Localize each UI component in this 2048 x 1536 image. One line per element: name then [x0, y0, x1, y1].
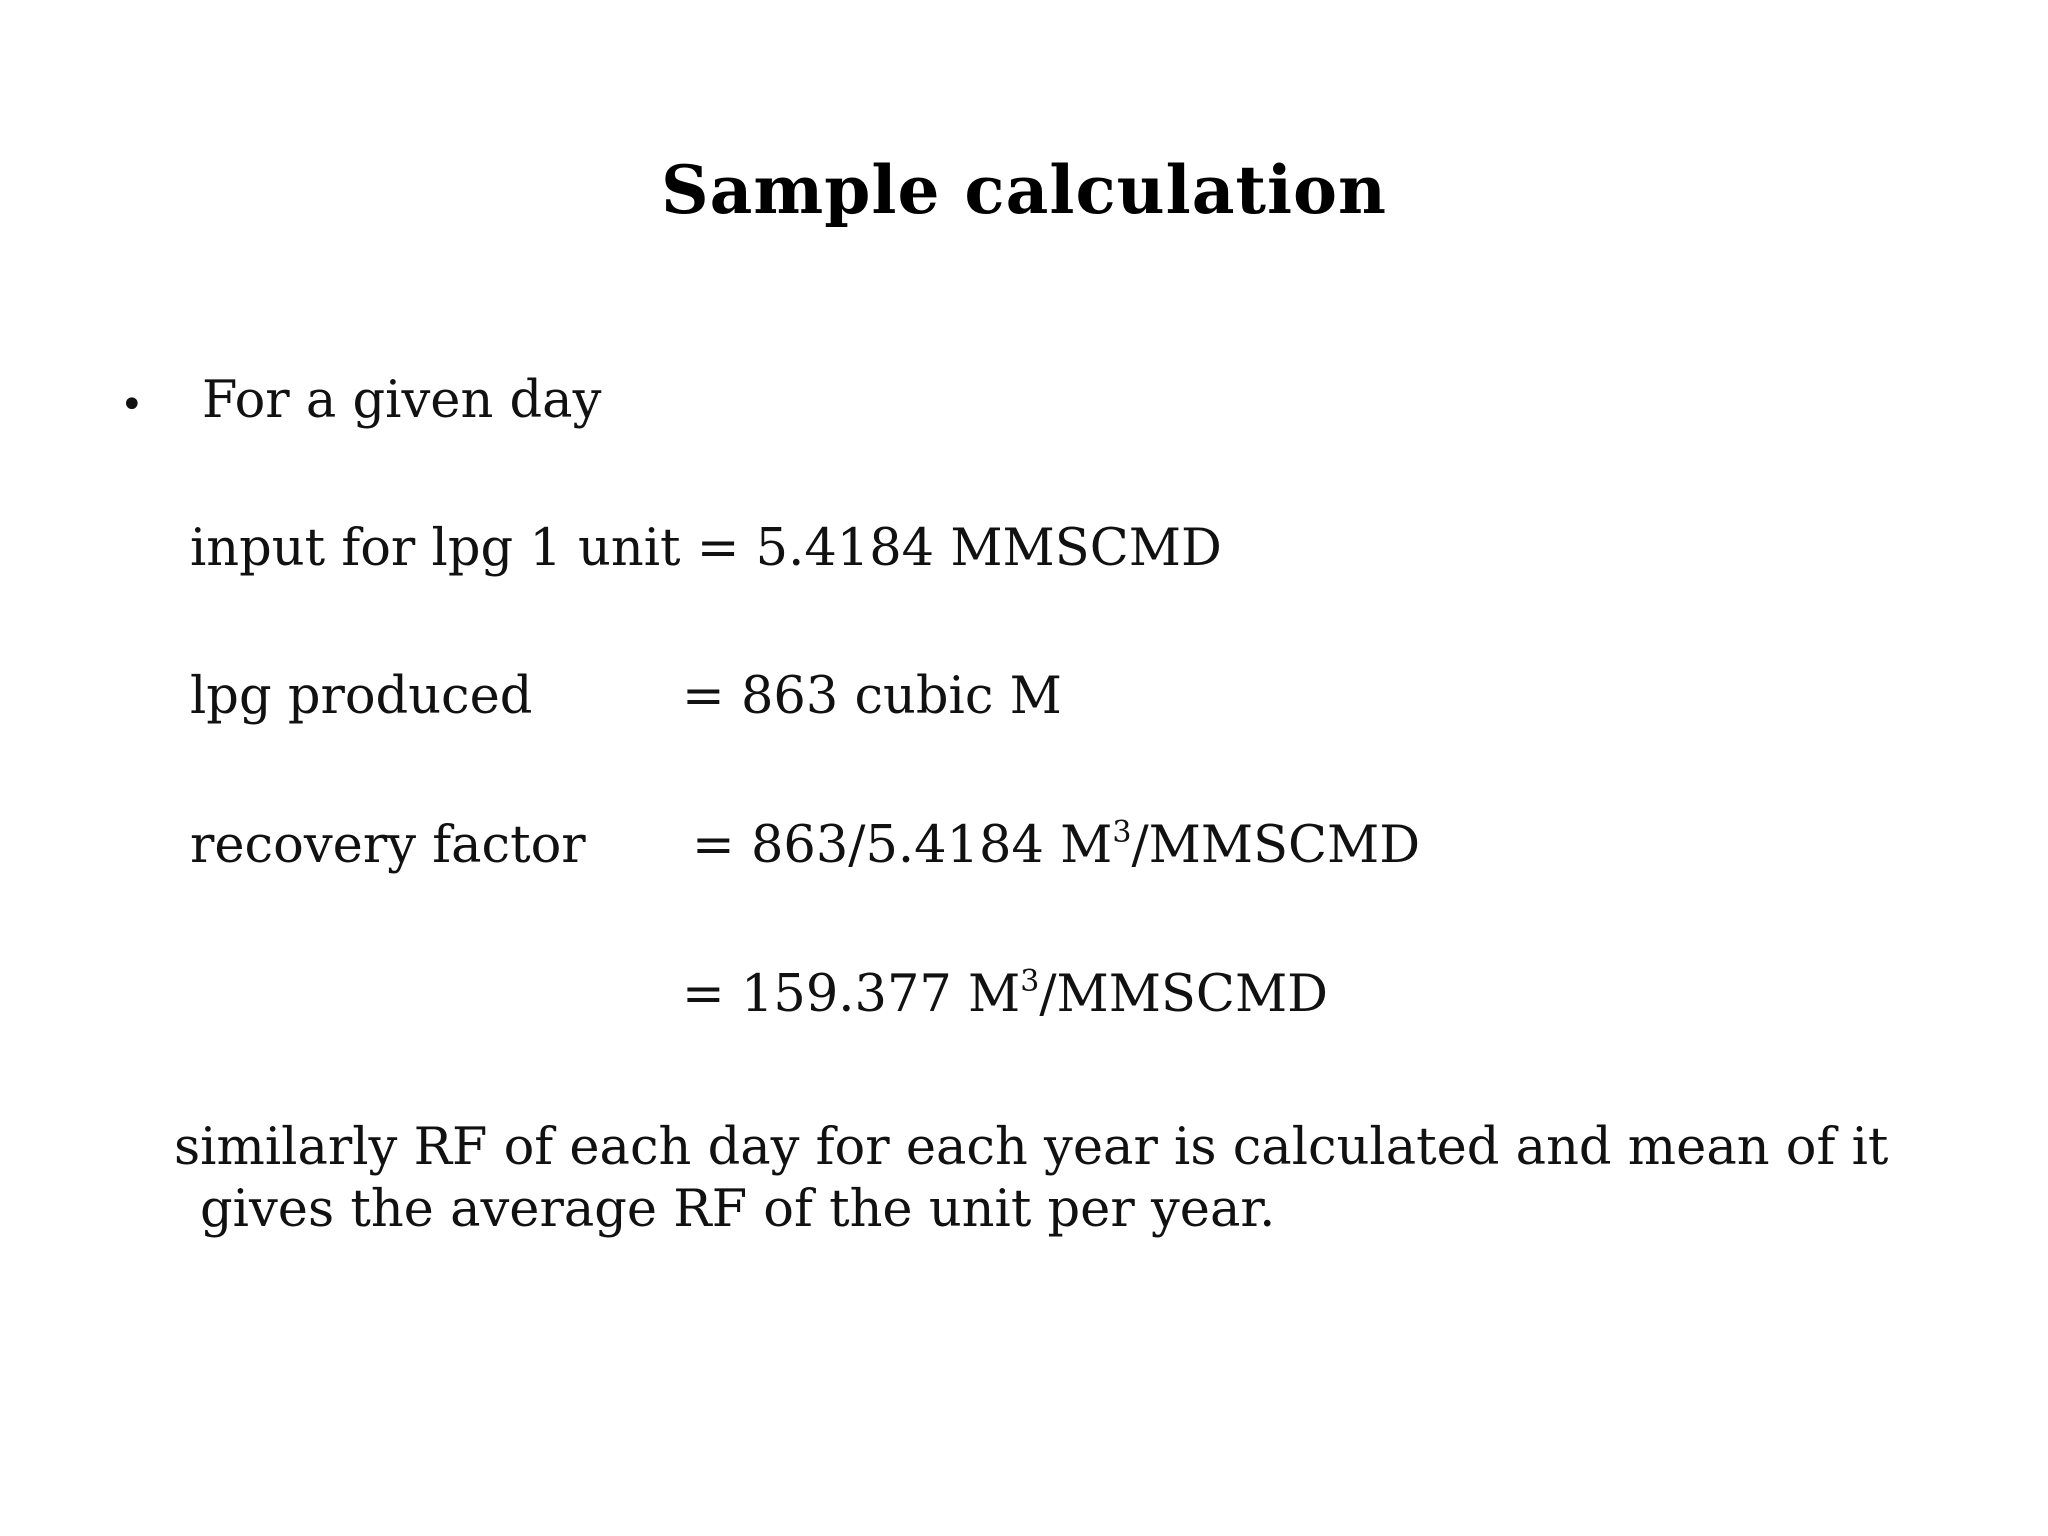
- result-exponent: 3: [1020, 964, 1040, 999]
- bullet-symbol: •: [120, 382, 144, 428]
- produced-value: = 863 cubic M: [682, 667, 1062, 726]
- summary-paragraph: [174, 1117, 1894, 1241]
- recovery-factor-result: [682, 964, 1328, 1033]
- summary-line-1: similarly RF of each day for each year is calculated and mean of it: [174, 1118, 1889, 1177]
- produced-label: lpg produced: [190, 667, 533, 726]
- input-value: = 5.4184 MMSCMD: [696, 519, 1222, 578]
- calc-row-recovery-factor: [190, 815, 586, 877]
- bullet-text: For a given day: [202, 371, 602, 430]
- summary-line-2: gives the average RF of the unit per year.: [200, 1180, 1276, 1239]
- result-value-main: = 159.377 M: [682, 965, 1021, 1024]
- slide-title: Sample calculation: [660, 151, 1388, 229]
- recovery-factor-value-unit: /MMSCMD: [1131, 816, 1421, 875]
- calc-row-produced: [190, 666, 532, 728]
- input-label: input for lpg 1 unit: [190, 519, 681, 578]
- result-value-unit: /MMSCMD: [1039, 965, 1329, 1024]
- recovery-factor-exponent: 3: [1112, 815, 1132, 850]
- recovery-factor-value: [692, 815, 1420, 884]
- calc-row-input: [190, 518, 1222, 580]
- recovery-factor-label: recovery factor: [190, 816, 586, 875]
- recovery-factor-value-main: = 863/5.4184 M: [692, 816, 1113, 875]
